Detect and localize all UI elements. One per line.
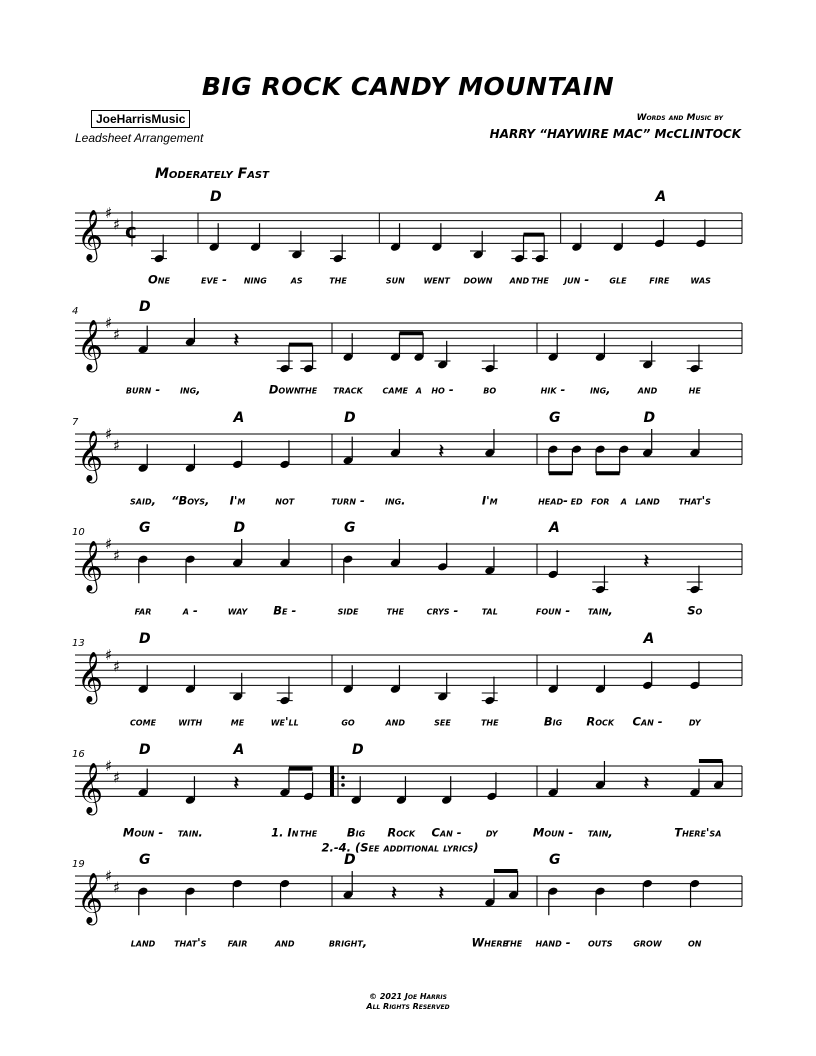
- sharp-c-key: ♯: [113, 878, 121, 897]
- lyric-syllable: hik -: [540, 382, 566, 397]
- lyric-syllable: we'll: [270, 714, 299, 729]
- sharp-c-key: ♯: [113, 325, 121, 344]
- repeat-dot: [341, 776, 345, 780]
- lyric-syllable: dy: [688, 714, 701, 729]
- credit-label: Words and Music by: [636, 113, 723, 123]
- chord-symbol: A: [233, 742, 245, 758]
- sharp-c-key: ♯: [113, 436, 121, 455]
- chord-symbol: D: [352, 742, 364, 758]
- chord-symbol: G: [139, 852, 151, 868]
- sharp-f-key: ♯: [105, 867, 113, 885]
- chord-symbol: A: [233, 410, 245, 426]
- rights-line: All Rights Reserved: [366, 1002, 450, 1011]
- lyric-syllable: Rock: [387, 825, 416, 840]
- lyric-syllable: ning: [243, 272, 267, 287]
- lyric-syllable: that's: [174, 935, 207, 950]
- chord-symbol: D: [344, 852, 356, 868]
- lyric-syllable: bo: [483, 382, 497, 397]
- song-title: BIG ROCK CANDY MOUNTAIN: [201, 72, 615, 101]
- measure-number: 19: [72, 859, 85, 870]
- chord-symbol: G: [549, 852, 561, 868]
- copyright-line: © 2021 Joe Harris: [369, 992, 447, 1001]
- lyric-syllable: land: [130, 935, 156, 950]
- staff-system: [72, 299, 742, 396]
- treble-clef: 𝄞: [77, 319, 104, 371]
- chord-symbol: A: [655, 189, 667, 205]
- chord-symbol: A: [643, 631, 655, 647]
- lyric-syllable: Big: [543, 714, 563, 729]
- lyric-syllable: 1. In: [271, 825, 299, 840]
- lyric-syllable: that's: [678, 493, 711, 508]
- treble-clef: 𝄞: [77, 209, 104, 261]
- lyric-syllable: ing,: [589, 382, 611, 397]
- cut-time-signature: c: [125, 218, 137, 243]
- lyric-syllable: side: [337, 603, 359, 618]
- lyric-syllable: tain,: [587, 603, 613, 618]
- lyric-syllable: dy: [485, 825, 498, 840]
- sharp-f-key: ♯: [105, 425, 113, 443]
- lyric-syllable: the: [329, 272, 347, 287]
- staff-system: [72, 520, 742, 617]
- lyric-syllable: the: [531, 272, 549, 287]
- lyric-syllable: said,: [130, 493, 156, 508]
- quarter-rest: 𝄽: [391, 882, 397, 904]
- lyric-syllable: There's: [674, 825, 716, 840]
- lyric-syllable: turn -: [331, 493, 365, 508]
- lyric-syllable: a: [620, 493, 627, 508]
- chord-symbol: G: [139, 520, 151, 536]
- lyric-syllable: the: [480, 714, 499, 729]
- lyric-syllable: not: [275, 493, 295, 508]
- lyric-syllable: the: [299, 825, 318, 840]
- lyric-syllable: head-: [538, 493, 568, 508]
- lyric-syllable: with: [178, 714, 203, 729]
- lyric-syllable: sun: [385, 272, 405, 287]
- lyric-syllable: ho -: [431, 382, 454, 397]
- lyric-syllable: crys -: [426, 603, 459, 618]
- sharp-c-key: ♯: [113, 546, 121, 565]
- lyric-syllable: bright,: [328, 935, 368, 950]
- lyric-syllable: So: [687, 603, 703, 618]
- quarter-rest: 𝄽: [233, 772, 240, 794]
- publisher-logo: JoeHarrisMusic: [91, 110, 190, 128]
- sharp-f-key: ♯: [105, 535, 113, 553]
- staff-system: [75, 189, 742, 286]
- lyric-syllable: gle: [609, 272, 627, 287]
- sharp-c-key: ♯: [113, 768, 121, 787]
- verse-note: 2.-4. (See additional lyrics): [321, 840, 479, 855]
- quarter-rest: 𝄽: [438, 882, 445, 904]
- lyric-syllable: fair: [227, 935, 248, 950]
- treble-clef: 𝄞: [77, 651, 104, 703]
- lyric-syllable: fire: [649, 272, 670, 287]
- sharp-f-key: ♯: [105, 314, 113, 332]
- composer-name: HARRY “HAYWIRE MAC” McCLINTOCK: [489, 127, 741, 141]
- lyric-syllable: grow: [633, 935, 662, 950]
- lyric-syllable: the: [386, 603, 405, 618]
- lyric-syllable: down: [463, 272, 493, 287]
- lyric-syllable: outs: [587, 935, 613, 950]
- staff-system: [72, 852, 742, 949]
- lyric-syllable: Where: [471, 935, 508, 950]
- lyric-syllable: and: [509, 272, 530, 287]
- lyric-syllable: for: [591, 493, 610, 508]
- quarter-rest: 𝄽: [438, 440, 445, 462]
- repeat-dot: [341, 783, 345, 787]
- lyric-syllable: far: [134, 603, 152, 618]
- quarter-rest: 𝄽: [233, 329, 240, 351]
- lyric-syllable: and: [385, 714, 406, 729]
- lyric-syllable: as: [290, 272, 303, 287]
- sharp-f-key: ♯: [105, 646, 113, 664]
- treble-clef: 𝄞: [77, 430, 104, 482]
- lyric-syllable: went: [423, 272, 450, 287]
- lyric-syllable: burn -: [125, 382, 161, 397]
- staff-system: [72, 631, 742, 728]
- lyric-syllable: foun -: [535, 603, 571, 618]
- chord-symbol: G: [549, 410, 561, 426]
- lyric-syllable: Down: [268, 382, 301, 397]
- lyric-syllable: and: [274, 935, 295, 950]
- chord-symbol: D: [643, 410, 656, 426]
- lyric-syllable: a: [415, 382, 422, 397]
- sharp-f-key: ♯: [105, 757, 113, 775]
- lyric-syllable: tain.: [177, 825, 203, 840]
- staff-system: [72, 742, 742, 854]
- treble-clef: 𝄞: [77, 540, 104, 592]
- lyric-syllable: the: [504, 935, 523, 950]
- treble-clef: 𝄞: [77, 762, 104, 814]
- lyric-syllable: jun -: [564, 272, 590, 287]
- sharp-c-key: ♯: [113, 657, 121, 676]
- lyric-syllable: a -: [182, 603, 198, 618]
- lyric-syllable: a: [715, 825, 722, 840]
- chord-symbol: D: [139, 299, 151, 315]
- arrangement-label: Leadsheet Arrangement: [75, 131, 204, 145]
- lyric-syllable: track: [333, 382, 363, 397]
- measure-number: 16: [72, 749, 85, 760]
- lyric-syllable: “Boys,: [171, 493, 210, 508]
- lyric-syllable: ing.: [384, 493, 406, 508]
- copyright-footer: [0, 992, 816, 1012]
- lyric-syllable: way: [227, 603, 248, 618]
- lyric-syllable: Can -: [632, 714, 663, 729]
- lyric-syllable: he: [688, 382, 701, 397]
- lyric-syllable: ed: [570, 493, 583, 508]
- measure-number: 7: [72, 417, 79, 428]
- lyric-syllable: Moun -: [122, 825, 164, 840]
- lyric-syllable: tain,: [587, 825, 613, 840]
- chord-symbol: D: [139, 631, 151, 647]
- measure-number: 13: [72, 638, 85, 649]
- chord-symbol: A: [549, 520, 560, 536]
- lyric-syllable: come: [129, 714, 157, 729]
- lyric-syllable: hand -: [535, 935, 571, 950]
- lyric-syllable: on: [688, 935, 702, 950]
- chord-symbol: D: [233, 520, 246, 536]
- sharp-f-key: ♯: [105, 204, 113, 222]
- lyric-syllable: go: [341, 714, 355, 729]
- lyric-syllable: tal: [481, 603, 498, 618]
- quarter-rest: 𝄽: [643, 550, 650, 572]
- lyric-syllable: the: [299, 382, 318, 397]
- lyric-syllable: I'm: [229, 493, 246, 508]
- chord-symbol: D: [210, 189, 222, 205]
- lyric-syllable: Be -: [273, 603, 297, 618]
- treble-clef: 𝄞: [77, 872, 104, 924]
- lyric-syllable: Moun -: [532, 825, 574, 840]
- lyric-syllable: Can -: [431, 825, 462, 840]
- chord-symbol: D: [344, 410, 356, 426]
- lyric-syllable: me: [230, 714, 245, 729]
- lyric-syllable: I'm: [481, 493, 498, 508]
- lyric-syllable: eve -: [201, 272, 227, 287]
- sharp-c-key: ♯: [113, 215, 121, 234]
- lyric-syllable: came: [382, 382, 408, 397]
- tempo-marking: Moderately Fast: [155, 166, 269, 182]
- measure-number: 4: [72, 306, 79, 317]
- lyric-syllable: Big: [346, 825, 366, 840]
- lyric-syllable: see: [434, 714, 451, 729]
- lyric-syllable: Rock: [586, 714, 615, 729]
- lyric-syllable: land: [635, 493, 660, 508]
- staff-system: [72, 410, 742, 507]
- lyric-syllable: ing,: [179, 382, 201, 397]
- lyric-syllable: and: [637, 382, 658, 397]
- lyric-syllable: was: [690, 272, 711, 287]
- chord-symbol: D: [139, 742, 151, 758]
- quarter-rest: 𝄽: [643, 772, 650, 794]
- chord-symbol: G: [344, 520, 356, 536]
- lyric-syllable: One: [148, 272, 170, 287]
- measure-number: 10: [72, 527, 85, 538]
